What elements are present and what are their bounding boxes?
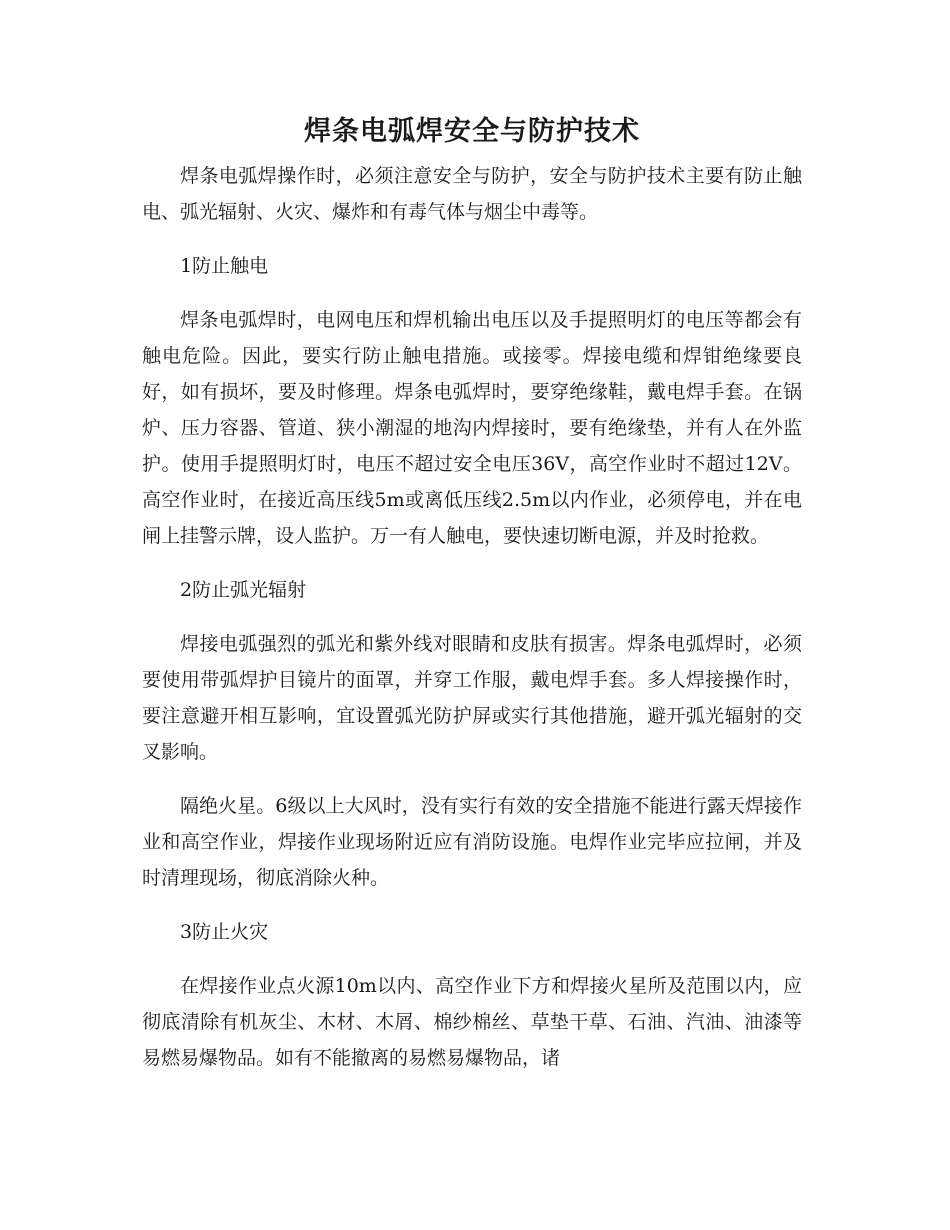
document-body xyxy=(142,112,802,1094)
section-paragraph-spark-isolation: 隔绝火星。6级以上大风时，没有实行有效的安全措施不能进行露天焊接作业和高空作业，焊接作业现场附近应有消防设施。电焊作业完毕应拉闸，并及时清理现场，彻底消除火种。 xyxy=(142,795,802,889)
section-heading-electric-shock: 1防止触电 xyxy=(180,255,269,277)
intro-paragraph: 焊条电弧焊操作时，必须注意安全与防护，安全与防护技术主要有防止触电、弧光辐射、火灾、爆炸和有毒气体与烟尘中毒等。 xyxy=(142,165,802,223)
section-heading-arc-radiation: 2防止弧光辐射 xyxy=(180,579,307,601)
document-title: 焊条电弧焊安全与防护技术 xyxy=(304,116,640,147)
section-paragraph-arc-radiation: 焊接电弧强烈的弧光和紫外线对眼睛和皮肤有损害。焊条电弧焊时，必须要使用带弧焊护目镜片的面罩，并穿工作服，戴电焊手套。多人焊接操作时，要注意避开相互影响，宜设置弧光防护屏或实行其他措施，避开弧光辐射的交叉影响。 xyxy=(142,633,802,763)
section-paragraph-electric-shock: 焊条电弧焊时，电网电压和焊机输出电压以及手提照明灯的电压等都会有触电危险。因此，要实行防止触电措施。或接零。焊接电缆和焊钳绝缘要良好，如有损坏，要及时修理。焊条电弧焊时，要穿绝缘鞋，戴电焊手套。在锅炉、压力容器、管道、狭小潮湿的地沟内焊接时，要有绝缘垫，并有人在外监护。使用手提照明灯时，电压不超过安全电压36V，高空作业时不超过12V。高空作业时，在接近高压线5m或离低压线2.5m以内作业，必须停电，并在电闸上挂警示牌，设人监护。万一有人触电，要快速切断电源，并及时抢救。 xyxy=(142,309,802,547)
section-paragraph-fire-prevention: 在焊接作业点火源10m以内、高空作业下方和焊接火星所及范围以内，应彻底清除有机灰尘、木材、木屑、棉纱棉丝、草垫干草、石油、汽油、油漆等易燃易爆物品。如有不能撤离的易燃易爆物品，诸 xyxy=(142,975,802,1069)
section-heading-fire-prevention: 3防止火灾 xyxy=(180,921,269,943)
